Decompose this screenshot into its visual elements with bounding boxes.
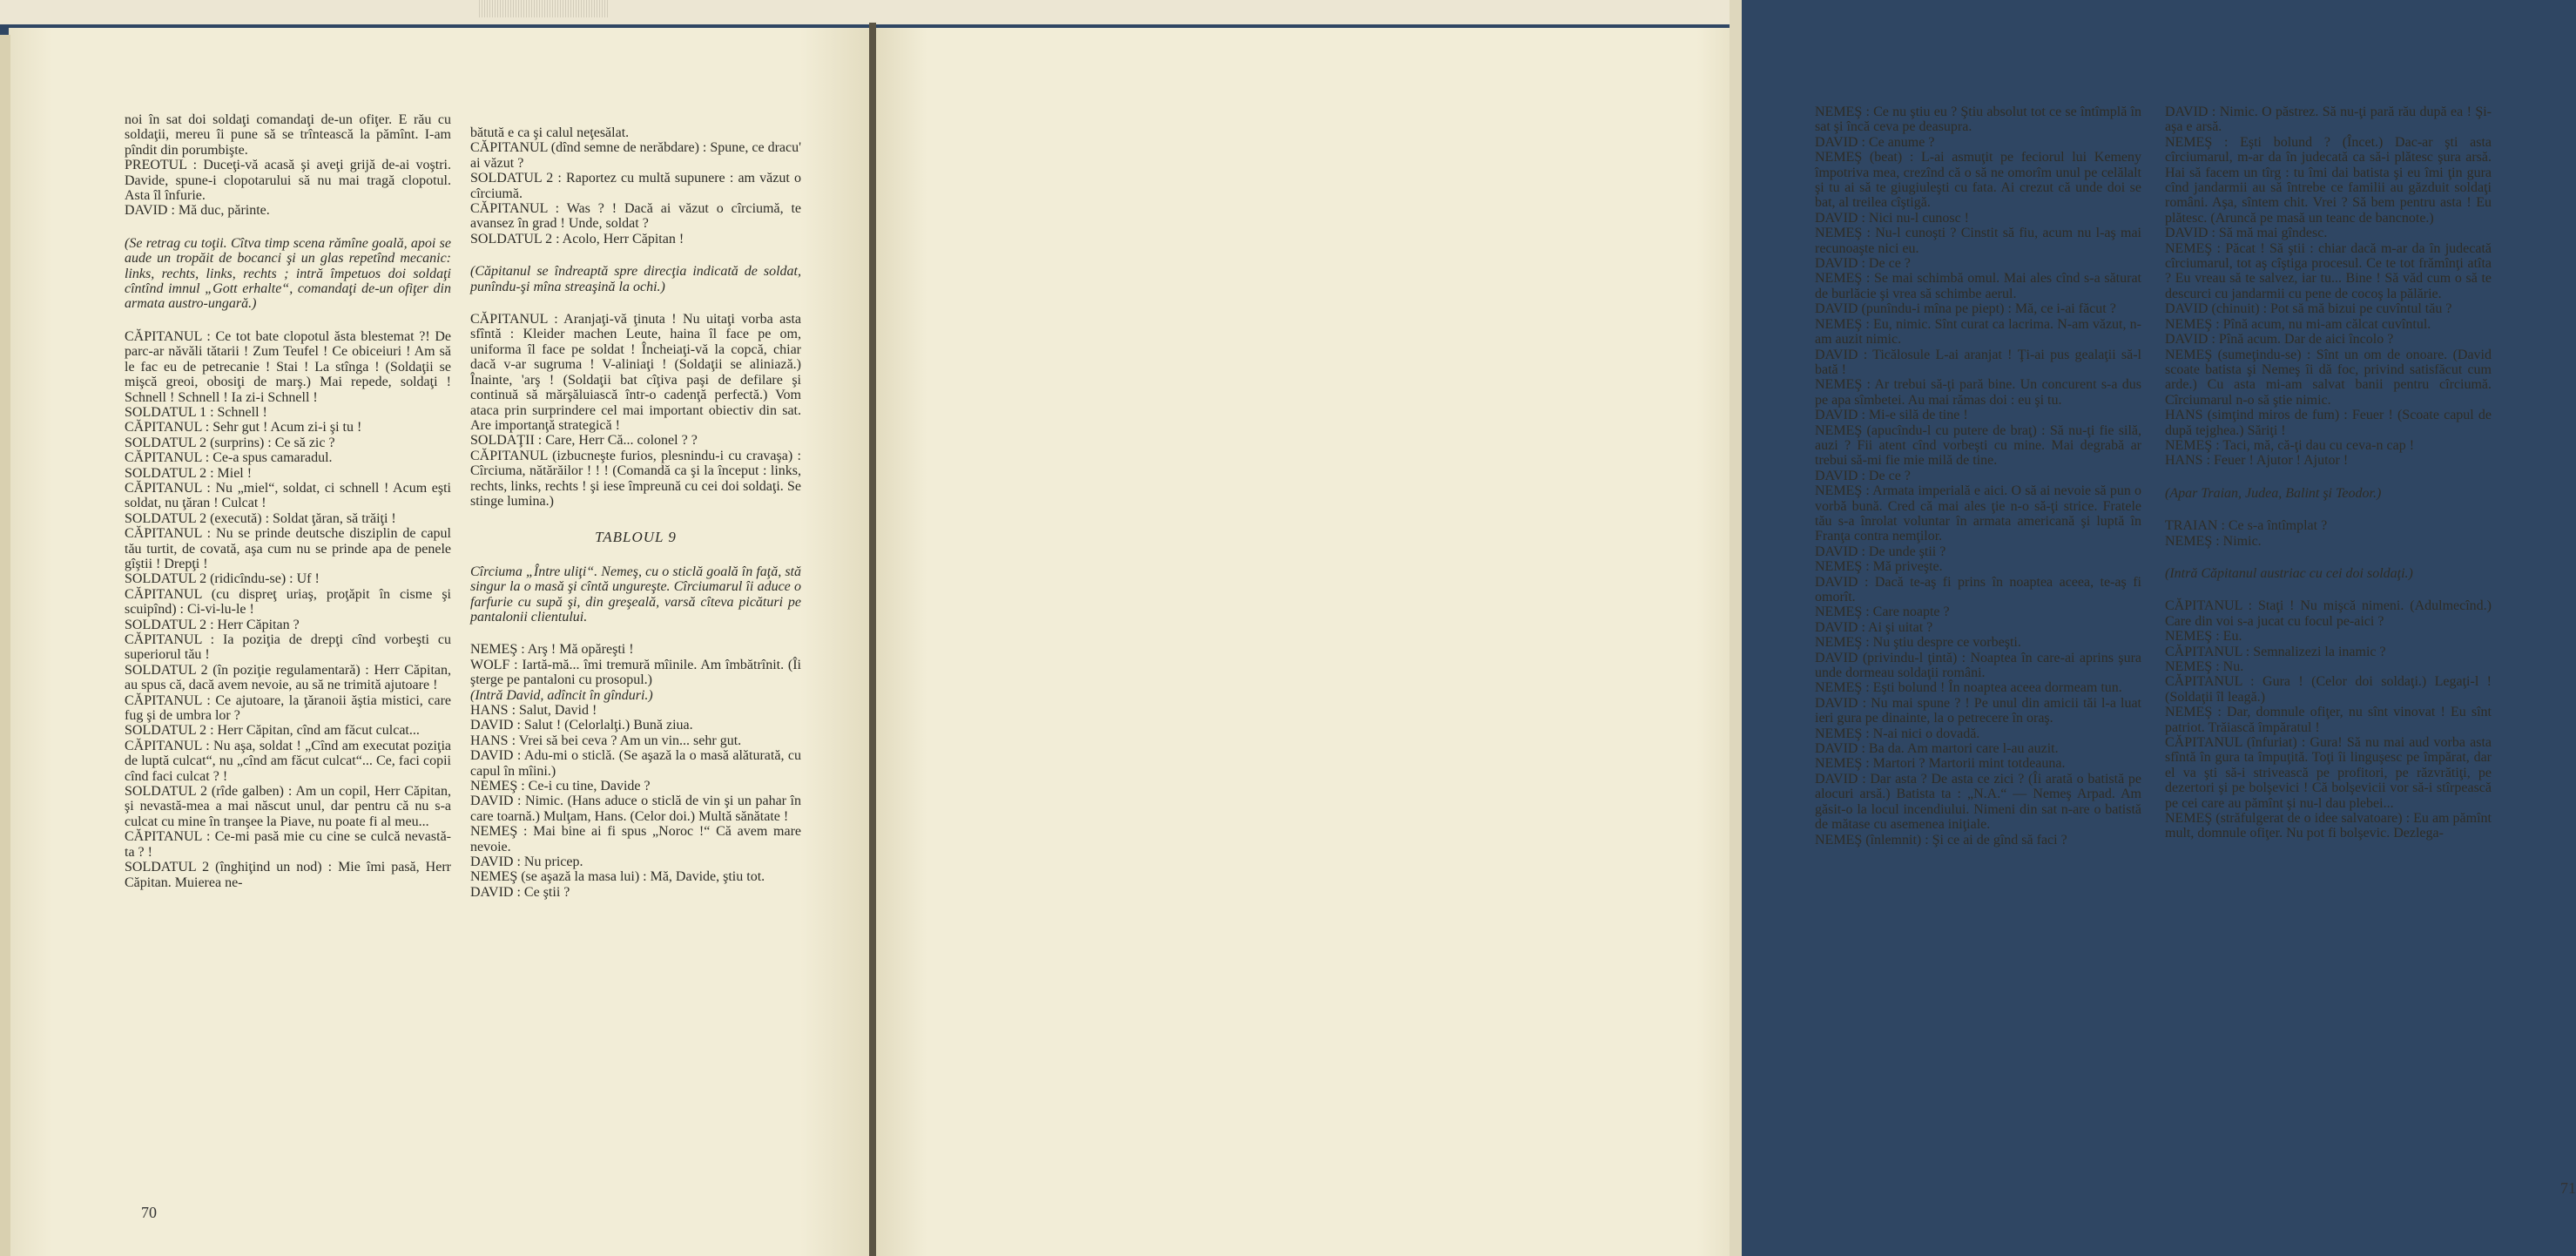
text-line: NEMEŞ : Arş ! Mă opăreşti ! (470, 642, 634, 658)
text-line: SOLDATUL 2 : Acolo, Herr Căpitan ! (470, 231, 684, 246)
text-line: NEMEŞ (sumeţindu-se) : Sînt un om de onoare. (David scoate batista şi Nemeş îi dă foc, privind satisfăcut cum arde.) Cu asta mi-am salvat banii pentru cîrciumă. Cîrciumarul n-o să ştie nimic. (2165, 347, 2492, 408)
text-line: DAVID : Ticălosule L-ai aranjat ! Ţi-ai pus gealaţii să-l bată ! (1815, 347, 2141, 377)
right-column-1 (1815, 105, 2141, 847)
text-line: CĂPITANUL (dînd semne de nerăbdare) : Spune, ce dracu' ai văzut ? (470, 140, 801, 171)
text-line: DAVID : Să mă mai gîndesc. (2165, 226, 2328, 241)
text-line: DAVID : Ce ştii ? (470, 884, 570, 900)
text-line: CĂPITANUL : Semnalizezi la inamic ? (2165, 644, 2386, 659)
text-line: NEMEŞ : Se mai schimbă omul. Mai ales cînd s-a săturat de burlăcie şi vrea să schimbe aerul. (1815, 271, 2141, 301)
paragraph-gap (2165, 501, 2492, 518)
text-line: SOLDATUL 2 (în poziţie regulamentară) : Herr Căpitan, au spus că, dacă avem nevoie, au să ne trimită ajutoare ! (125, 662, 451, 693)
text-line: NEMEŞ : Ce-i cu tine, Davide ? (470, 779, 651, 794)
text-line: SOLDATUL 2 (surprins) : Ce să zic ? (125, 435, 335, 450)
text-line: (Intră David, adîncit în gînduri.) (470, 687, 653, 703)
text-line: WOLF : Iartă-mă... îmi tremură mîinile. Am îmbătrînit. (Îi şterge pe pantaloni cu prosopul.) (470, 657, 801, 688)
text-line: DAVID : Ai şi uitat ? (1815, 619, 1933, 635)
left-column-1 (125, 112, 451, 890)
text-line: NEMEŞ : Dar, domnule ofiţer, nu sînt vinovat ! Eu sînt patriot. Trăiască împăratul ! (2165, 705, 2492, 735)
left-page (9, 28, 869, 1256)
text-line: HANS (simţind miros de fum) : Feuer ! (Scoate capul de după tejghea.) Săriţi ! (2165, 408, 2492, 438)
text-line: bătută e ca şi calul neţesălat. (470, 125, 630, 140)
text-line: DAVID : Pînă acum. Dar de aici încolo ? (2165, 332, 2394, 348)
text-line: CĂPITANUL : Ia poziţia de drepţi cînd vorbeşti cu superiorul tău ! (125, 632, 451, 663)
text-line: (Căpitanul se îndreaptă spre direcţia indicată de soldat, punîndu-şi mîna streaşină la ochi.) (470, 264, 801, 294)
text-line: SOLDATUL 2 (ridicîndu-se) : Uf ! (125, 571, 320, 587)
text-line: DAVID (punîndu-i mîna pe piept) : Mă, ce i-ai făcut ? (1815, 301, 2116, 317)
text-line: NEMEŞ : Eşti bolund ? (Încet.) Dac-ar şti asta cîrciumarul, m-ar da în judecată ca să-i plătesc şura arsă. Hai să facem un tîrg : tu îmi dai batista şi eu îmi ţin gura cînd jandarmii au să întrebe ce familii au găzduit soldaţi români. Aşa, sîntem chit. Vrei ? Să bem pentru asta ! Eu plătesc. (Aruncă pe masă un teanc de bancnote.) (2165, 134, 2492, 226)
paragraph-gap (470, 294, 801, 312)
text-line: DAVID : De ce ? (1815, 468, 1911, 483)
paragraph-gap (470, 547, 801, 564)
text-line: HANS : Salut, David ! (470, 703, 597, 718)
text-line: DAVID : De ce ? (1815, 256, 1911, 272)
text-line: CĂPITANUL : Aranjaţi-vă ţinuta ! Nu uitaţi vorba asta sfîntă : Kleider machen Leute, haina îl face pe om, uniforma îl face pe soldat ! Încheiaţi-vă la copcă, chiar dacă v-ar sugruma ! V-aliniaţi ! (Soldaţii se aliniază.) Înainte, 'arş ! (Soldaţii bat cîţiva paşi de defilare şi continuă să mărşăluiască într-o cadenţă perfectă.) Vom ataca prin surprindere cel mai important obiectiv din sat. Are importanţă strategică ! (470, 312, 801, 433)
paragraph-gap (470, 246, 801, 264)
paragraph-gap (2165, 549, 2492, 566)
text-line: NEMEŞ : Nu. (2165, 659, 2244, 674)
text-line: NEMEŞ : Care noapte ? (1815, 604, 1950, 620)
text-line: CĂPITANUL (înfuriat) : Gura! Să nu mai aud vorba asta sfîntă în gura ta împuţită. Toţi îi linguşesc pe împărat, dar el va şti să-i strivească pe profitori, pe răzvrătiţi, pe dezertori şi pe bolşevici ! Că bolşevicii vor să-i stîrpească pe cei care au pămînt şi nu-l dau plebei... (2165, 735, 2492, 811)
paragraph-gap (125, 312, 451, 329)
text-line: CĂPITANUL : Staţi ! Nu mişcă nimeni. (Adulmecînd.) Care din voi s-a jucat cu focul pe-aici ? (2165, 598, 2492, 629)
text-line: CĂPITANUL : Ce ajutoare, la ţăranoii ăştia mistici, care fug şi de umbra lor ? (125, 692, 451, 724)
text-line: NEMEŞ (beat) : L-ai asmuţit pe feciorul lui Kemeny împotriva mea, crezînd că o să ne omorîm unul pe celălalt şi tu ai să te giugiuleşti cu fata. Ai crezut că unde doi se bat, al treilea cîştigă. (1815, 150, 2141, 211)
text-line: NEMEŞ : Ce nu ştiu eu ? Ştiu absolut tot ce se întîmplă în sat şi încă ceva pe deasupra. (1815, 105, 2141, 135)
text-line: PREOTUL : Duceţi-vă acasă şi aveţi grijă de-ai voştri. Davide, spune-i clopotarului să nu mai tragă clopotul. Asta îl înfurie. (125, 158, 451, 204)
page-number-right: 71 (2560, 1179, 2576, 1197)
text-line: SOLDATUL 2 (rîde galben) : Am un copil, Herr Căpitan, şi nevastă-mea a mai născut unul, dar pentru că nu s-a culcat cu mine în tranşee la Piave, nu poate fi al meu... (125, 784, 451, 829)
text-line: SOLDATUL 2 : Raportez cu multă supunere : am văzut o cîrciumă. (470, 171, 801, 201)
text-line: NEMEŞ : Armata imperială e aici. O să ai nevoie să pun o vorbă bună. Cred că mai ales ţie n-o să-ţi strice. Fratele tău s-a înrolat voluntar în armata americană şi luptă în Franţa contra nemţilor. (1815, 483, 2141, 544)
text-line: NEMEŞ : Nu ştiu despre ce vorbeşti. (1815, 635, 2021, 651)
text-line: CĂPITANUL : Nu se prinde deutsche disziplin de capul tău turtit, de covată, aşa cum nu se prinde apa de penele gîştii ! Drepţi ! (125, 526, 451, 571)
text-line: NEMEŞ : Păcat ! Să ştii : chiar dacă m-ar da în judecată cîrciumarul, tot aş cîştiga procesul. Ce te tot frămînţi atîta ? Eu vreau să te salvez, iar tu... Bine ! Să văd cum o să te descurci cu jandarmii cu pene de cocoş la pălărie. (2165, 240, 2492, 301)
text-line: NEMEŞ : Ar trebui să-ţi pară bine. Un concurent s-a dus pe apa sîmbetei. Au mai rămas doi : eu şi tu. (1815, 377, 2141, 408)
text-line: NEMEŞ : Eu. (2165, 629, 2242, 645)
text-line: SOLDATUL 1 : Schnell ! (125, 404, 267, 420)
text-line: SOLDAŢII : Care, Herr Că... colonel ? ? (470, 433, 698, 449)
text-line: DAVID : Dar asta ? De asta ce zici ? (Îi arată o batistă pe alocuri arsă.) Batista ta : „N.A.“ — Nemeş Arpad. Am găsit-o la locul incendiului. Nimeni din sat n-are o batistă de mătase cu asemenea iniţiale. (1815, 771, 2141, 833)
text-line: DAVID : Nimic. (Hans aduce o sticlă de vin şi un pahar în care toarnă.) Mulţam, Hans. (Celor doi.) Multă sănătate ! (470, 793, 801, 824)
text-line: DAVID : Ba da. Am martori care l-au auzit. (1815, 741, 2059, 757)
text-line: CĂPITANUL (cu dispreţ uriaş, proţăpit în cisme şi scuipînd) : Ci-vi-lu-le ! (125, 586, 451, 618)
text-line: NEMEŞ : N-ai nici o dovadă. (1815, 726, 1980, 741)
text-line: CĂPITANUL : Ce tot bate clopotul ăsta blestemat ?! De parc-ar năvăli tătarii ! Zum Teufel ! Ce obiceiuri ! Am să le fac eu de petrecanie ! Stai ! La stînga ! (Soldaţii se mişcă greoi, obosiţi de marş.) Mai repede, soldaţi ! Schnell ! Schnell ! Ia zi-i Schnell ! (125, 328, 451, 405)
text-line: NEMEŞ : Martori ? Martorii mint totdeauna. (1815, 756, 2066, 772)
text-line: (Se retrag cu toţii. Cîtva timp scena rămîne goală, apoi se aude un tropăit de bocanci şi un glas repetînd mecanic: links, rechts, links, rechts ; intră împetuos doi soldaţi cîntînd imnul „Gott erhalte“, comandaţi de-un ofiţer din armata austro-ungară.) (125, 235, 451, 312)
left-column-2 (470, 125, 801, 900)
paragraph-gap (470, 625, 801, 642)
paragraph-gap (2165, 581, 2492, 598)
text-line: DAVID : Adu-mi o sticlă. (Se aşază la o masă alăturată, cu capul în mîini.) (470, 748, 801, 779)
text-line: DAVID : De unde ştii ? (1815, 544, 1946, 559)
text-line: DAVID : Salut ! (Celorlalţi.) Bună ziua. (470, 718, 693, 733)
text-line: NEMEŞ : Taci, mă, că-ţi dau cu ceva-n cap ! (2165, 437, 2415, 453)
text-line: CĂPITANUL : Nu „miel“, soldat, ci schnell ! Acum eşti soldat, nu ţăran ! Culcat ! (125, 480, 451, 511)
text-line: DAVID : Mă duc, părinte. (125, 203, 270, 219)
text-line: SOLDATUL 2 : Herr Căpitan, cînd am făcut culcat... (125, 723, 420, 739)
text-line: DAVID : Dacă te-aş fi prins în noaptea aceea, te-aş fi omorît. (1815, 574, 2141, 604)
text-line: HANS : Vrei să bei ceva ? Am un vin... sehr gut. (470, 733, 742, 748)
text-line: DAVID : Nimic. O păstrez. Să nu-ţi pară rău după ea ! Şi-aşa e arsă. (2165, 105, 2492, 135)
text-line: (Apar Traian, Judea, Balint şi Teodor.) (2165, 485, 2382, 501)
text-line: HANS : Feuer ! Ajutor ! Ajutor ! (2165, 453, 2349, 469)
text-line: NEMEŞ (apucîndu-l cu putere de braţ) : Să nu-ţi fie silă, auzi ? Fii atent cînd vorbeşti cu mine. Mai degrabă ar trebui să-mi fie mie milă de tine. (1815, 422, 2141, 469)
text-line: noi în sat doi soldaţi comandaţi de-un ofiţer. E rău cu soldaţii, mereu îi pune să se trîntească la pămînt. I-am pîndit din porumbişte. (125, 112, 451, 158)
text-line: NEMEŞ : Eu, nimic. Sînt curat ca lacrima. N-am văzut, n-am auzit nimic. (1815, 316, 2141, 348)
paragraph-gap (125, 219, 451, 236)
right-page-edge (1730, 0, 1742, 1256)
scan-top-strip (0, 0, 1742, 24)
text-line: NEMEŞ (străfulgerat de o idee salvatoare) : Eu am pămînt mult, domnule ofiţer. Nu pot fi bolşevic. Dezlega- (2165, 811, 2492, 841)
right-page (876, 28, 2576, 1256)
text-line: DAVID : Mi-e silă de tine ! (1815, 408, 1968, 423)
page-number-left: 70 (141, 1204, 157, 1221)
text-line: DAVID : Nici nu-l cunosc ! (1815, 210, 1970, 226)
text-line: SOLDATUL 2 : Miel ! (125, 465, 253, 481)
text-line: SOLDATUL 2 : Herr Căpitan ? (125, 617, 300, 632)
text-line: NEMEŞ (înlemnit) : Şi ce ai de gînd să faci ? (1815, 832, 2067, 847)
text-line: DAVID : Ce anume ? (1815, 134, 1935, 150)
text-line: CĂPITANUL : Ce-mi pasă mie cu cine se culcă nevastă-ta ? ! (125, 829, 451, 860)
text-line: NEMEŞ : Pînă acum, nu mi-am călcat cuvîntul. (2165, 316, 2431, 332)
text-line: CĂPITANUL : Was ? ! Dacă ai văzut o cîrciumă, te avansez în grad ! Unde, soldat ? (470, 201, 801, 232)
text-line: CĂPITANUL (izbucneşte furios, plesnindu-i cu cravaşa) : Cîrciuma, nătărăilor ! ! ! (Comandă ca şi la început : links, rechts, links, rechts ! şi iese împreună cu cei doi soldaţi. Se stinge lumina.) (470, 448, 801, 509)
text-line: NEMEŞ : Nimic. (2165, 533, 2262, 549)
book-spine (869, 23, 876, 1256)
text-line: TRAIAN : Ce s-a întîmplat ? (2165, 518, 2328, 534)
text-line: CĂPITANUL : Nu aşa, soldat ! „Cînd am executat poziţia de luptă culcat“, nu „cînd am făcut culcat“... Ce, faci copii cînd faci culcat ? ! (125, 738, 451, 784)
right-column-2 (2165, 105, 2492, 841)
text-line: DAVID : Nu pricep. (470, 854, 583, 870)
text-line: NEMEŞ : Nu-l cunoşti ? Cinstit să fiu, acum nu l-aş mai recunoaşte nici eu. (1815, 226, 2141, 256)
text-line: CĂPITANUL : Sehr gut ! Acum zi-i şi tu ! (125, 420, 362, 436)
text-line: NEMEŞ : Mă priveşte. (1815, 559, 1943, 575)
text-line: SOLDATUL 2 (execută) : Soldat ţăran, să trăiţi ! (125, 510, 396, 526)
text-line: NEMEŞ : Eşti bolund ! În noaptea aceea dormeam tun. (1815, 680, 2122, 696)
scene-heading: TABLOUL 9 (595, 529, 677, 546)
text-line: CĂPITANUL : Ce-a spus camaradul. (125, 450, 333, 466)
text-line: CĂPITANUL : Gura ! (Celor doi soldaţi.) Legaţi-l ! (Soldaţii îl leagă.) (2165, 674, 2492, 705)
text-line: Cîrciuma „Între uliţi“. Nemeş, cu o sticlă goală în faţă, stă singur la o masă şi cîntă ungureşte. Cîrciumarul îi aduce o farfurie cu supă şi, din greşeală, varsă cîteva picături pe pantalonii clientului. (470, 564, 801, 625)
text-line: DAVID (privindu-l ţintă) : Noaptea în care-ai aprins şura unde dormeau soldaţii români. (1815, 650, 2141, 681)
paragraph-gap (2165, 469, 2492, 486)
text-line: NEMEŞ (se aşază la masa lui) : Mă, Davide, ştiu tot. (470, 869, 765, 885)
text-line: DAVID : Nu mai spune ? ! Pe unul din amicii tăi l-a luat ieri gura pe dinainte, la o petrecere în oraş. (1815, 695, 2141, 726)
paragraph-gap (470, 509, 801, 526)
text-line: SOLDATUL 2 (înghiţind un nod) : Mie îmi pasă, Herr Căpitan. Muierea ne- (125, 860, 451, 890)
left-page-edge (0, 35, 10, 1256)
text-line: (Intră Căpitanul austriac cu cei doi soldaţi.) (2165, 565, 2413, 581)
text-line: NEMEŞ : Mai bine ai fi spus „Noroc !“ Că avem mare nevoie. (470, 824, 801, 854)
text-line: DAVID (chinuit) : Pot să mă bizui pe cuvîntul tău ? (2165, 301, 2452, 317)
scan-label (479, 0, 610, 17)
